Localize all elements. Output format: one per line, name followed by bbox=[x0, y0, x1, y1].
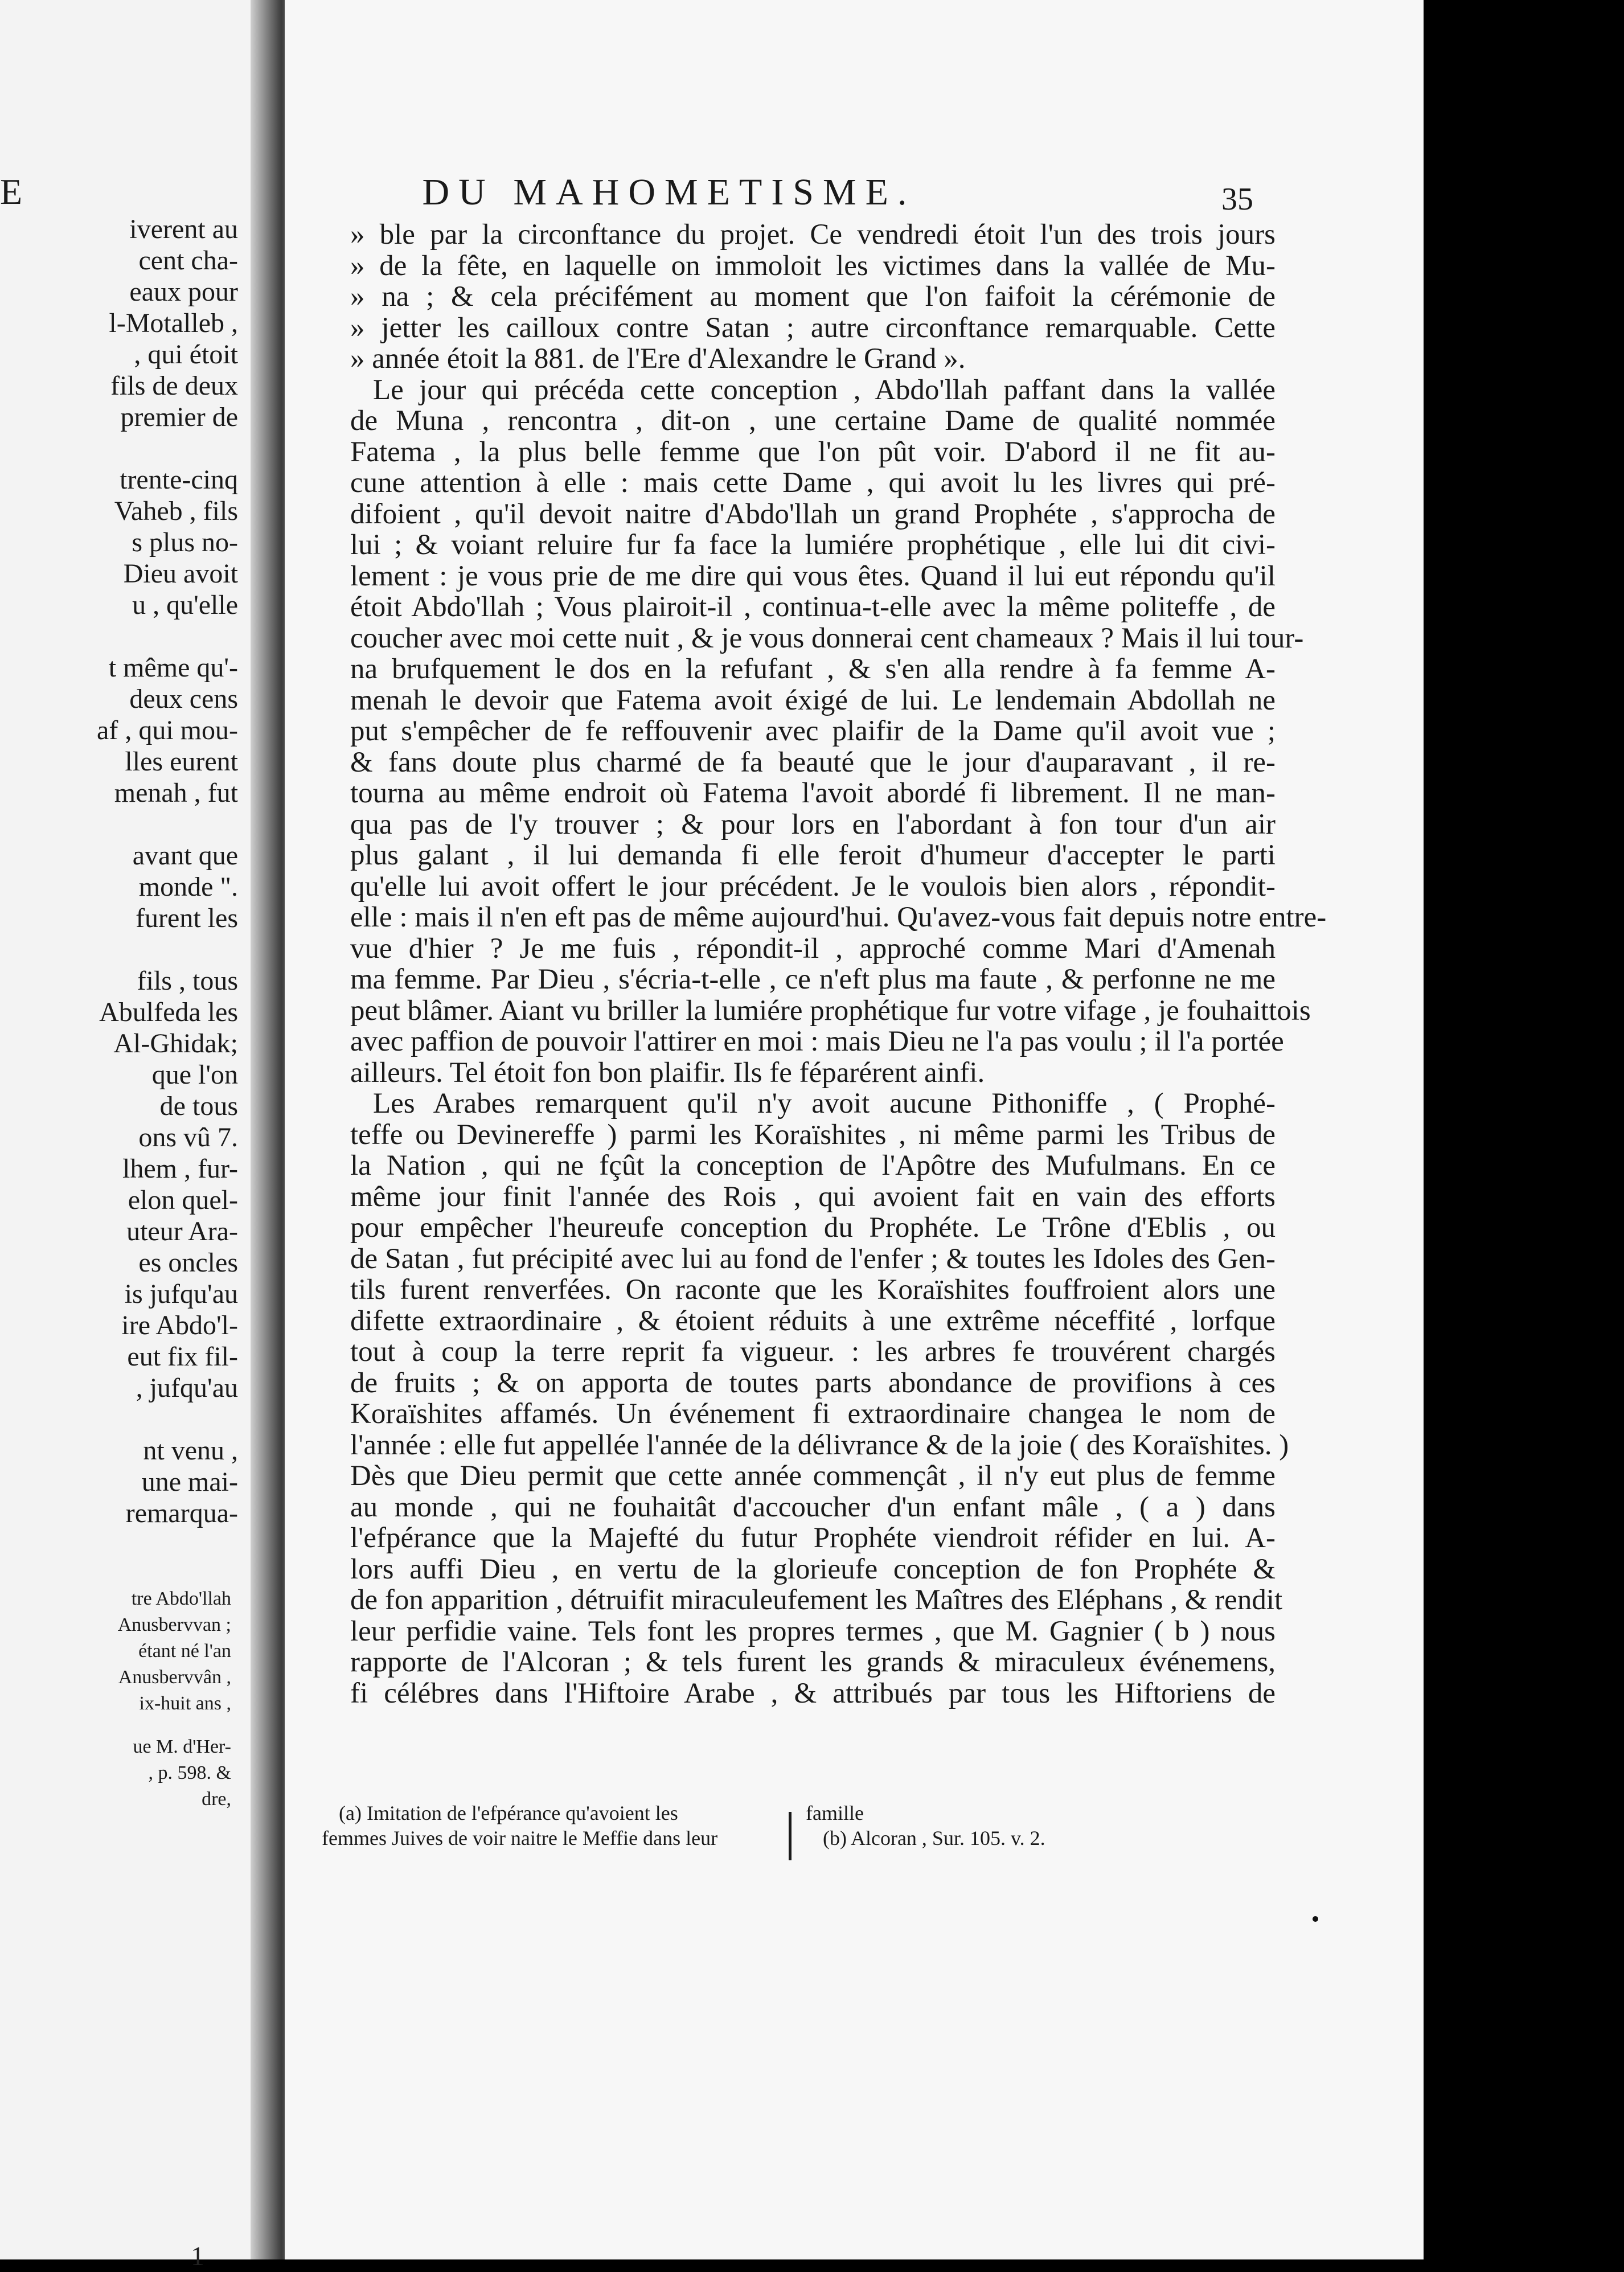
facing-page-fragment bbox=[0, 0, 251, 2259]
facing-page-line bbox=[0, 934, 245, 965]
corner-mark: 1 bbox=[191, 2241, 204, 2271]
facing-page-line bbox=[0, 621, 245, 652]
text-line: elle : mais il n'en eft pas de même aujourd'hui. Qu'avez-vous fait depuis notre entre- bbox=[350, 901, 1327, 933]
text-line: » na ; & cela précifément au moment que l'on faifoit la cérémonie de bbox=[350, 281, 1276, 313]
text-line: ailleurs. Tel étoit fon bon plaifir. Ils fe féparérent ainfi. bbox=[350, 1056, 985, 1089]
facing-page-note-line: étant né l'an bbox=[138, 1641, 231, 1662]
facing-page-note-line: dre, bbox=[202, 1789, 231, 1810]
facing-page-line: monde ". bbox=[138, 872, 238, 902]
text-line: de fruits ; & on apporta de toutes parts abondance de provifions à ces bbox=[350, 1367, 1276, 1399]
facing-page-line: af , qui mou- bbox=[97, 715, 238, 745]
facing-page-line: iverent au bbox=[129, 214, 238, 244]
facing-page-line: que l'on bbox=[151, 1060, 238, 1090]
text-line: put s'empêcher de fe reffouvenir avec plaifir de la Dame qu'il avoit vue ; bbox=[350, 715, 1276, 747]
text-line: lors auffi Dieu , en vertu de la glorieufe conception de fon Prophéte & bbox=[350, 1553, 1276, 1585]
facing-page-line: fils , tous bbox=[137, 966, 238, 996]
text-line: au monde , qui ne fouhaitât d'accoucher d'un enfant mâle , ( a ) dans bbox=[350, 1491, 1276, 1523]
facing-page-line: is jufqu'au bbox=[124, 1279, 238, 1309]
text-line: » ble par la circonftance du projet. Ce vendredi étoit l'un des trois jours bbox=[350, 219, 1276, 251]
footnote-column-right bbox=[806, 1801, 1261, 1851]
text-line: Koraïshites affamés. Un événement fi extraordinaire changea le nom de bbox=[350, 1398, 1276, 1430]
body-text bbox=[350, 219, 1327, 1709]
text-line: menah le devoir que Fatema avoit éxigé de lui. Le lendemain Abdollah ne bbox=[350, 684, 1276, 716]
facing-page-line: une mai- bbox=[141, 1467, 238, 1497]
facing-page-note-line: ue M. d'Her- bbox=[133, 1736, 231, 1757]
facing-page-line: fils de deux bbox=[110, 371, 238, 401]
text-line: tout à coup la terre reprit fa vigueur. : les arbres fe trouvérent chargés bbox=[350, 1336, 1276, 1368]
facing-page-text bbox=[0, 214, 245, 1529]
running-head: DU MAHOMETISME. bbox=[422, 171, 916, 213]
facing-page-line: deux cens bbox=[129, 684, 238, 714]
text-line: de fon apparition , détruifit miraculeufement les Maîtres des Eléphans , & rendit bbox=[350, 1584, 1283, 1616]
facing-page-line: nt venu , bbox=[143, 1436, 238, 1466]
footnote-line: famille bbox=[806, 1802, 864, 1824]
facing-page-line: furent les bbox=[136, 903, 238, 933]
text-line: vue d'hier ? Je me fuis , répondit-il , approché comme Mari d'Amenah bbox=[350, 932, 1276, 965]
text-line: plus galant , il lui demanda fi elle feroit d'humeur d'accepter le parti bbox=[350, 839, 1276, 871]
facing-page-line: premier de bbox=[120, 402, 238, 432]
text-line: teffe ou Devinereffe ) parmi les Koraïshites , ni même parmi les Tribus de bbox=[350, 1118, 1276, 1151]
facing-page-line: remarqua- bbox=[125, 1498, 238, 1528]
text-line: tils furent renverfées. On raconte que les Koraïshites fouffroient alors une bbox=[350, 1274, 1276, 1306]
footnote-column-left bbox=[322, 1801, 777, 1851]
text-line: Dès que Dieu permit que cette année commençât , il n'y eut plus de femme bbox=[350, 1460, 1276, 1492]
text-line: » année étoit la 881. de l'Ere d'Alexandre le Grand ». bbox=[350, 343, 966, 375]
text-line: na brufquement le dos en la refufant , & s'en alla rendre à fa femme A- bbox=[350, 653, 1276, 685]
text-line: de Muna , rencontra , dit-on , une certaine Dame de qualité nommée bbox=[350, 405, 1276, 437]
facing-page-note-line: tre Abdo'llah bbox=[131, 1588, 231, 1609]
text-line: pour empêcher l'heureufe conception du Prophéte. Le Trône d'Eblis , ou bbox=[350, 1212, 1276, 1244]
facing-page-line: ons vû 7. bbox=[138, 1122, 238, 1153]
facing-page-line: eut fix fil- bbox=[127, 1342, 238, 1372]
facing-page-line: lhem , fur- bbox=[122, 1154, 238, 1184]
facing-page-line: elon quel- bbox=[128, 1185, 238, 1215]
text-line: qu'elle lui avoit offert le jour précédent. Je le voulois bien alors , répondit- bbox=[350, 870, 1276, 903]
footnote-line: femmes Juives de voir naitre le Meffie dans leur bbox=[322, 1827, 718, 1849]
text-line: lui ; & voiant reluire fur fa face la lumiére prophétique , elle lui dit civi- bbox=[350, 529, 1276, 561]
facing-page-note-line: ix-huit ans , bbox=[139, 1693, 231, 1714]
text-line: tourna au même endroit où Fatema l'avoit abordé fi librement. Il ne man- bbox=[350, 777, 1276, 809]
facing-page-line: eaux pour bbox=[129, 277, 238, 307]
footnote-divider bbox=[789, 1812, 792, 1860]
text-line: Fatema , la plus belle femme que l'on pût voir. D'abord il ne fit au- bbox=[350, 436, 1276, 468]
text-line: l'efpérance que la Majefté du futur Prophéte viendroit réfider en lui. A- bbox=[350, 1522, 1276, 1554]
facing-page-line: uteur Ara- bbox=[126, 1216, 238, 1246]
text-line: fi célébres dans l'Hiftoire Arabe , & attribués par tous les Hiftoriens de bbox=[350, 1677, 1276, 1709]
facing-page-line: Abulfeda les bbox=[99, 997, 238, 1027]
facing-page-line: lles eurent bbox=[125, 747, 238, 777]
text-line: de Satan , fut précipité avec lui au fond de l'enfer ; & toutes les Idoles des Gen- bbox=[350, 1242, 1276, 1275]
ink-speck bbox=[1313, 1916, 1318, 1922]
facing-page-line: es oncles bbox=[138, 1248, 238, 1278]
facing-page-line: t même qu'- bbox=[108, 653, 238, 683]
facing-page-note-line bbox=[0, 1717, 245, 1734]
footnote-line: (a) Imitation de l'efpérance qu'avoient les bbox=[339, 1802, 678, 1824]
text-line: & fans doute plus charmé de fa beauté que le jour d'auparavant , il re- bbox=[350, 746, 1276, 778]
text-line: rapporte de l'Alcoran ; & tels furent les grands & miraculeux événemens, bbox=[350, 1646, 1276, 1678]
facing-page-line: menah , fut bbox=[114, 778, 238, 808]
facing-page-note-line: Anusbervvan ; bbox=[117, 1614, 231, 1635]
facing-page-line: cent cha- bbox=[138, 245, 238, 276]
facing-page-line: , jufqu'au bbox=[136, 1373, 238, 1403]
text-line: la Nation , qui ne fçût la conception de l'Apôtre des Mufulmans. En ce bbox=[350, 1150, 1276, 1182]
facing-page-line: Dieu avoit bbox=[123, 559, 238, 589]
facing-page-line bbox=[0, 1404, 245, 1435]
text-line: lement : je vous prie de me dire qui vous êtes. Quand il lui eut répondu qu'il bbox=[350, 560, 1276, 592]
text-line: Les Arabes remarquent qu'il n'y avoit aucune Pithoniffe , ( Prophé- bbox=[373, 1088, 1276, 1119]
footnote-line: (b) Alcoran , Sur. 105. v. 2. bbox=[823, 1827, 1045, 1849]
facing-page-line: avant que bbox=[132, 840, 238, 871]
facing-page-line bbox=[0, 809, 245, 840]
facing-page-note-line: Anusbervvân , bbox=[118, 1667, 231, 1688]
text-line: qua pas de l'y trouver ; & pour lors en l'abordant à fon tour d'un air bbox=[350, 808, 1276, 840]
text-line: l'année : elle fut appellée l'année de la délivrance & de la joie ( des Koraïshites. ) bbox=[350, 1429, 1289, 1461]
facing-page-line: , qui étoit bbox=[134, 339, 238, 370]
text-line: avec paffion de pouvoir l'attirer en moi : mais Dieu ne l'a pas voulu ; il l'a portée bbox=[350, 1026, 1284, 1057]
facing-page-line: s plus no- bbox=[132, 527, 238, 557]
text-line: coucher avec moi cette nuit , & je vous donnerai cent chameaux ? Mais il lui tour- bbox=[350, 622, 1304, 654]
facing-page-line: Vaheb , fils bbox=[114, 496, 238, 526]
facing-page-line: u , qu'elle bbox=[132, 590, 238, 620]
text-line: étoit Abdo'llah ; Vous plairoit-il , continua-t-elle avec la même politeffe , de bbox=[350, 591, 1276, 623]
text-line: » jetter les cailloux contre Satan ; autre circonftance remarquable. Cette bbox=[350, 311, 1276, 344]
facing-page-note-line: , p. 598. & bbox=[148, 1762, 231, 1783]
facing-page-line: ire Abdo'l- bbox=[121, 1310, 238, 1340]
facing-page-header: E bbox=[0, 171, 25, 212]
facing-page-line: Al-Ghidak; bbox=[113, 1028, 238, 1059]
text-line: leur perfidie vaine. Tels font les propres termes , que M. Gagnier ( b ) nous bbox=[350, 1615, 1276, 1647]
text-line: Le jour qui précéda cette conception , Abdo'llah paffant dans la vallée bbox=[373, 374, 1276, 406]
facing-page-line: l-Motalleb , bbox=[109, 308, 238, 338]
facing-page-notes bbox=[0, 1586, 245, 1812]
text-line: cune attention à elle : mais cette Dame , qui avoit lu les livres qui pré- bbox=[350, 467, 1276, 499]
text-line: ma femme. Par Dieu , s'écria-t-elle , ce n'eft plus ma faute , & perfonne ne me bbox=[350, 963, 1276, 995]
text-line: peut blâmer. Aiant vu briller la lumiére prophétique fur votre vifage , je fouhaittois bbox=[350, 994, 1311, 1027]
text-line: » de la fête, en laquelle on immoloit les victimes dans la vallée de Mu- bbox=[350, 249, 1276, 282]
text-line: difette extraordinaire , & étoient réduits à une extrême néceffité , lorfque bbox=[350, 1305, 1276, 1337]
facing-page-line: de tous bbox=[159, 1091, 238, 1121]
page-number: 35 bbox=[1221, 182, 1253, 217]
text-line: difoient , qu'il devoit naitre d'Abdo'llah un grand Prophéte , s'approcha de bbox=[350, 498, 1276, 530]
facing-page-line: trente-cinq bbox=[120, 465, 238, 495]
facing-page-line bbox=[0, 433, 245, 464]
text-line: même jour finit l'année des Rois , qui avoient fait en vain des efforts bbox=[350, 1180, 1276, 1213]
